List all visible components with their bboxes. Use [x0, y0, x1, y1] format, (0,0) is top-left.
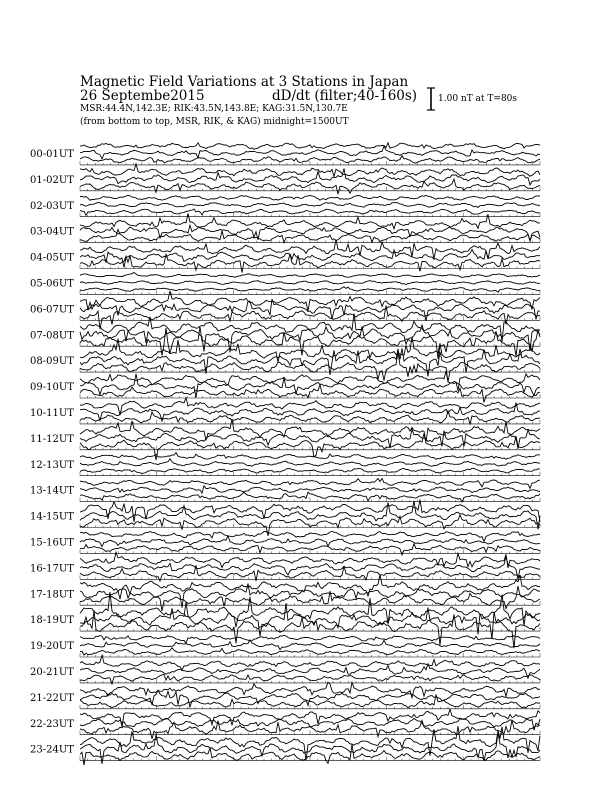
chart-title: Magnetic Field Variations at 3 Stations in Japan — [80, 74, 409, 90]
trace-KAG — [80, 592, 540, 627]
row-17-18UT — [30, 575, 540, 612]
row-label: 09-10UT — [30, 382, 74, 394]
row-label: 15-16UT — [30, 537, 74, 549]
row-01-02UT — [30, 164, 540, 194]
row-label: 22-23UT — [30, 718, 74, 730]
trace-KAG — [80, 532, 540, 542]
row-label: 17-18UT — [30, 589, 74, 601]
trace-KAG — [80, 195, 540, 200]
row-label: 10-11UT — [30, 408, 74, 419]
row-02-03UT — [30, 195, 540, 216]
row-20-21UT — [30, 655, 540, 684]
trace-MSR — [80, 719, 540, 739]
row-18-19UT — [30, 592, 540, 648]
trace-KAG — [80, 635, 540, 643]
row-03-04UT — [30, 214, 540, 243]
row-label: 18-19UT — [30, 615, 74, 627]
station-order-note: (from bottom to top, MSR, RIK, & KAG) midnight=1500UT — [80, 117, 349, 127]
trace-MSR — [80, 744, 540, 765]
trace-RIK — [80, 664, 540, 679]
row-06-07UT — [30, 291, 540, 329]
row-label: 14-15UT — [30, 511, 74, 523]
magnetogram-rows — [30, 143, 540, 765]
row-label: 08-09UT — [30, 356, 74, 368]
row-label: 12-13UT — [30, 459, 74, 471]
trace-RIK — [80, 486, 540, 493]
row-label: 04-05UT — [30, 252, 74, 264]
row-16-17UT — [30, 552, 540, 581]
trace-KAG — [80, 272, 540, 277]
trace-KAG — [80, 453, 540, 460]
scale-bar-label: 1.00 nT at T=80s — [438, 94, 518, 104]
row-label: 16-17UT — [30, 563, 74, 575]
row-label: 01-02UT — [30, 174, 74, 186]
chart-quantity: dD/dt (filter;40-160s) — [272, 88, 418, 104]
station-coordinates: MSR:44.4N,142.3E; RIK:43.5N,143.8E; KAG:31.5N,130.7E — [80, 104, 348, 114]
row-label: 02-03UT — [30, 200, 74, 212]
row-label: 23-24UT — [30, 744, 74, 756]
row-label: 06-07UT — [30, 304, 74, 316]
row-09-10UT — [30, 371, 540, 402]
trace-KAG — [80, 478, 540, 488]
row-label: 21-22UT — [30, 692, 74, 704]
trace-KAG — [80, 164, 540, 177]
chart-date: 26 Septembe2015 — [80, 88, 205, 104]
row-label: 11-12UT — [30, 433, 74, 445]
trace-RIK — [80, 281, 540, 285]
row-11-12UT — [30, 419, 540, 460]
row-22-23UT — [30, 709, 540, 739]
row-label: 07-08UT — [30, 330, 74, 342]
trace-RIK — [80, 718, 540, 730]
row-label: 13-14UT — [30, 485, 74, 497]
row-14-15UT — [30, 500, 540, 536]
row-05-06UT — [30, 272, 540, 294]
trace-KAG — [80, 143, 540, 149]
trace-RIK — [80, 459, 540, 466]
trace-KAG — [80, 398, 540, 415]
scale-bar — [427, 88, 435, 110]
trace-RIK — [80, 203, 540, 208]
trace-KAG — [80, 682, 540, 697]
row-15-16UT — [30, 532, 540, 556]
row-label: 20-21UT — [30, 667, 74, 678]
row-10-11UT — [30, 398, 540, 424]
row-04-05UT — [30, 240, 540, 273]
trace-KAG — [80, 709, 540, 727]
trace-MSR — [80, 352, 540, 382]
row-label: 03-04UT — [30, 226, 74, 238]
row-label: 05-06UT — [30, 278, 74, 290]
trace-RIK — [80, 536, 540, 547]
trace-KAG — [80, 655, 540, 670]
row-00-01UT — [30, 143, 540, 165]
row-21-22UT — [30, 682, 540, 709]
trace-RIK — [80, 374, 540, 398]
trace-KAG — [80, 552, 540, 568]
trace-RIK — [80, 690, 540, 707]
trace-MSR — [80, 586, 540, 611]
trace-RIK — [80, 640, 540, 650]
row-12-13UT — [30, 453, 540, 476]
row-13-14UT — [30, 478, 540, 501]
row-label: 19-20UT — [30, 641, 74, 653]
row-label: 00-01UT — [30, 149, 74, 160]
row-19-20UT — [30, 635, 540, 657]
trace-RIK — [80, 146, 540, 159]
